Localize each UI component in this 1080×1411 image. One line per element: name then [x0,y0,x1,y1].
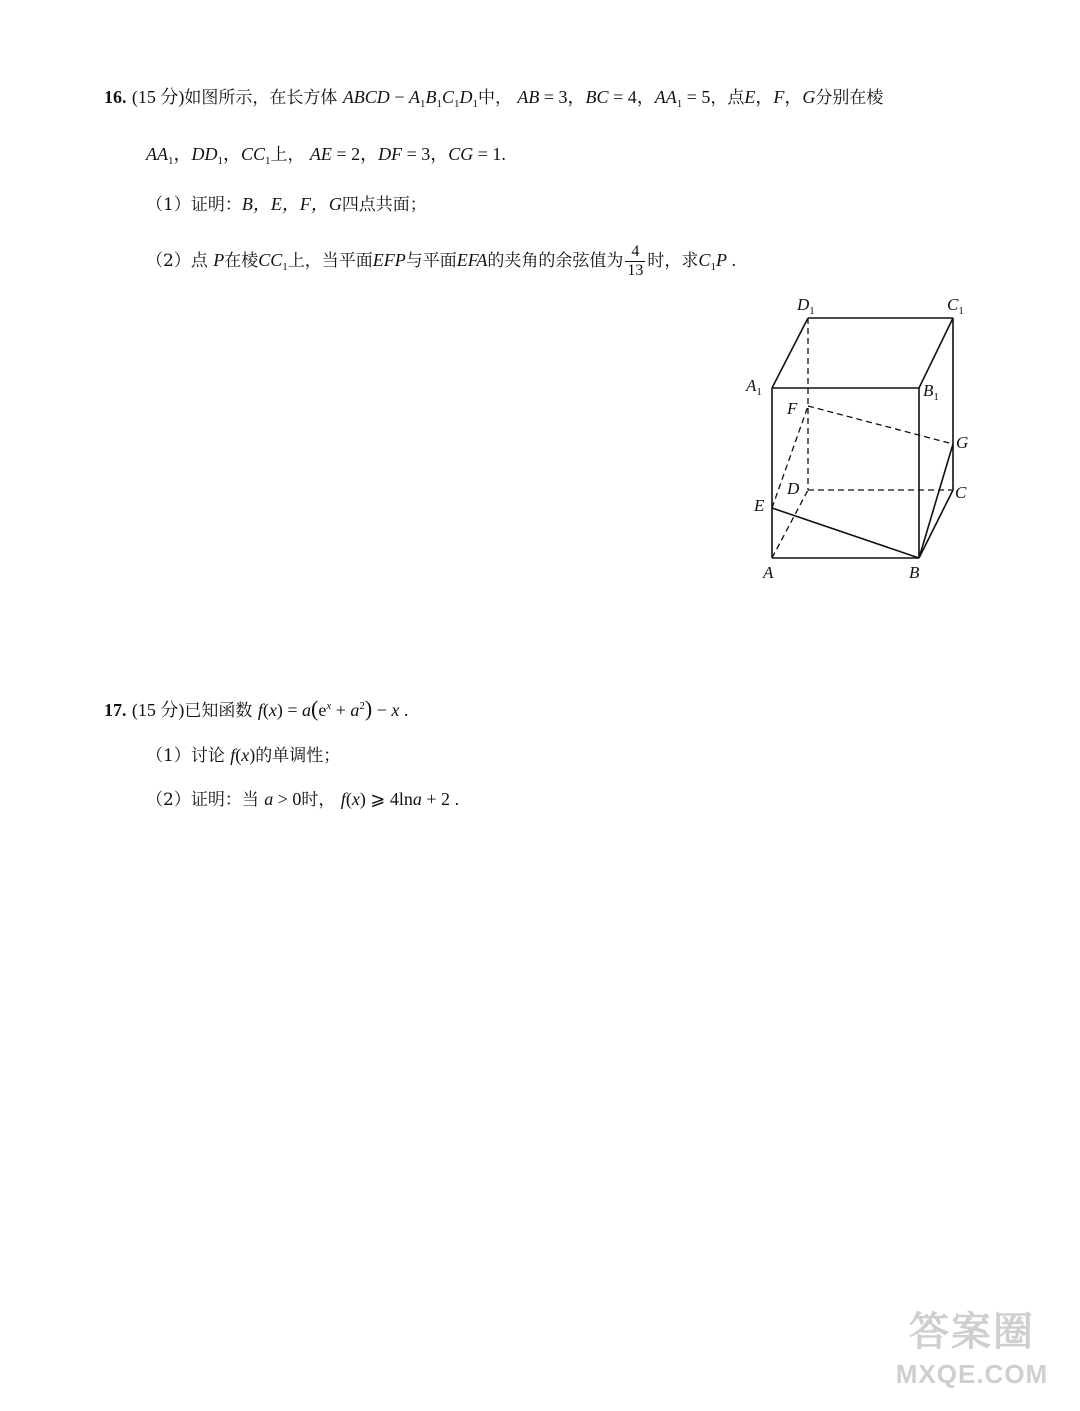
q17-intro: 已知函数 [184,701,253,721]
q16-line1: 16. (15 分)如图所示，在长方体 ABCD − $A_1B_1C_1D_1$中， AB = 3，BC = 4，$AA_1 = 5$，点E，F，G分别在棱 [104,87,884,110]
cg-value: 1 [492,144,502,164]
cuboid-figure [745,290,975,590]
label-b1: $B_1$ [923,381,939,403]
q17-part1: （1）讨论 f(x)的单调性； [146,745,341,766]
q16-part1: （1）证明：B，E，F，G四点共面； [146,194,427,215]
q16-line2: $AA_1$，$DD_1$，$CC_1$上， AE = 2，DF = 3，CG = 1. [146,144,506,167]
label-a: A [763,563,774,582]
label-g: G [956,433,969,452]
watermark-logo: 答案圈 MXQE.COM [895,1309,1049,1389]
q16-score: (15 分) [131,87,185,107]
q17-score: (15 分) [131,700,185,720]
ae-value: 2 [351,144,361,164]
ab-value: 3 [558,87,568,107]
bc-value: 4 [627,87,637,107]
cosine-fraction: $\frac{4}{13}$ [627,243,644,279]
q17-part2: （2）证明：当 a > 0时， f(x) ⩾ 4lna + 2 . [146,789,460,810]
label-e: E [754,496,765,515]
label-b: B [909,563,920,582]
aa1-value: 5 [701,87,711,107]
q17-number: 17. [104,700,127,720]
df-value: 3 [421,144,431,164]
label-d1: $D_1$ [797,295,815,317]
ineq-rhs: 4ln [389,789,413,809]
q16-part1-points: B，E，F，G [241,194,342,214]
q16-part2: （2）点 P在棱$CC_1$上，当平面EFP与平面EFA的夹角的余弦值为 $\frac{4}{13}$ 时，求$C_1P$ . [146,243,736,279]
label-c: C [955,483,967,502]
label-d: D [787,479,800,498]
label-c1: $C_1$ [947,295,964,317]
label-a1: $A_1$ [746,376,762,398]
q16-number: 16. [104,87,127,107]
q17-line1: 17. (15 分)已知函数 $f(x) = a(e^x + a^2) - x$ . [104,696,409,721]
label-f: F [787,399,798,418]
q16-intro: 如图所示，在长方体 [184,88,338,108]
